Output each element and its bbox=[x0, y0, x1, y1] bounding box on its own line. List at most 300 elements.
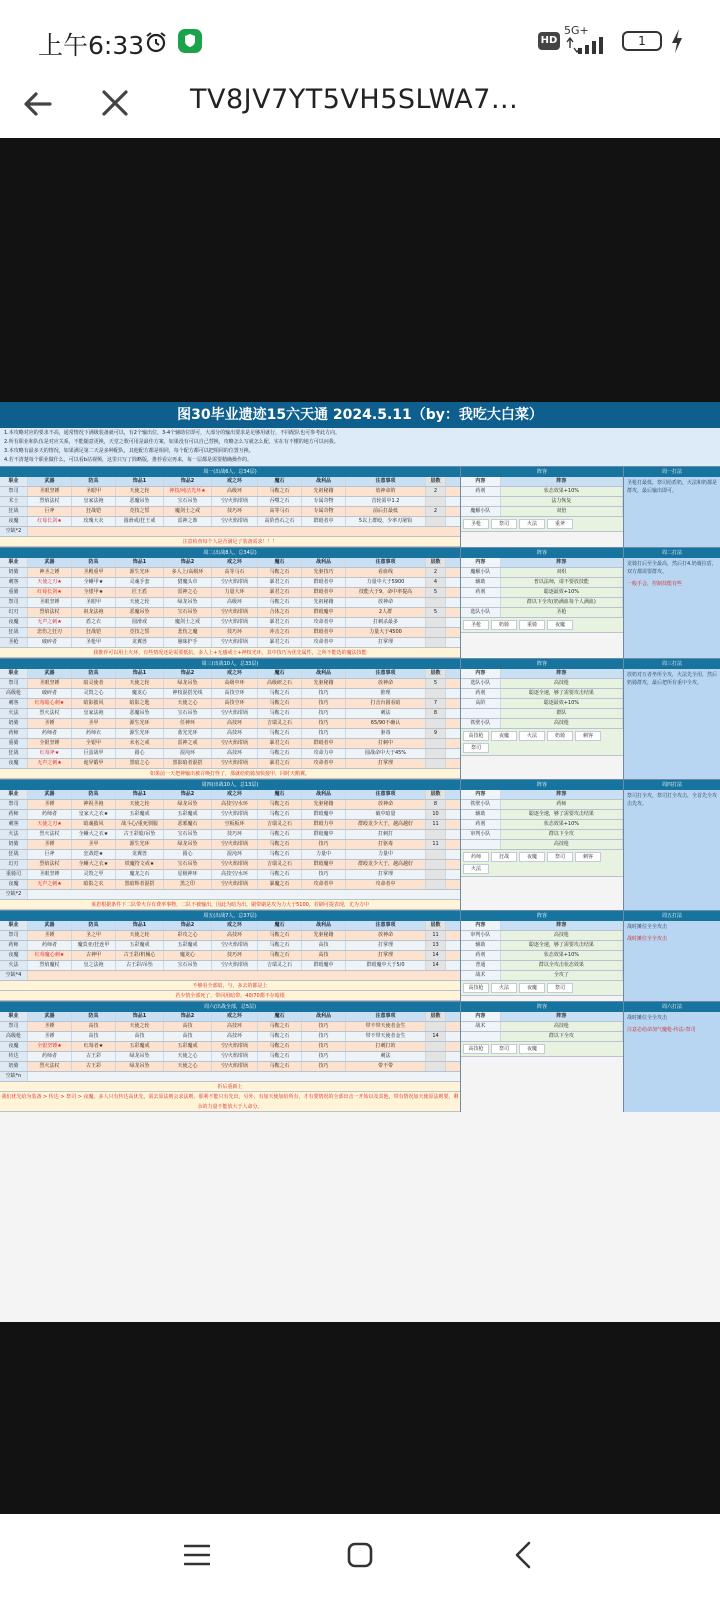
header-row bbox=[0, 669, 460, 679]
header-cell: 戒之环 bbox=[212, 921, 258, 930]
day-remark: 如果前一天把神输出被召唤打怪了，那就给奶骑加快接甲，同时天鹅翼。 bbox=[0, 769, 460, 779]
table-cell: 2 bbox=[426, 507, 446, 516]
table-cell: 皇家法袍 bbox=[72, 497, 116, 506]
strategy-title: 周四打法 bbox=[624, 780, 720, 790]
table-cell: 全蜥大之衣★ bbox=[72, 860, 116, 869]
table-row bbox=[0, 497, 460, 507]
table-cell: 前后打最低 bbox=[346, 507, 426, 516]
strategy-panel bbox=[623, 1002, 720, 1112]
table-cell: 马鞍之石 bbox=[258, 810, 302, 819]
table-cell: 放神命 bbox=[346, 598, 426, 607]
table-cell: 神圣之锤 bbox=[28, 568, 72, 577]
table-cell: 马鞍之石 bbox=[258, 1022, 302, 1031]
table-cell bbox=[426, 517, 446, 526]
team-member: 火法 bbox=[491, 983, 517, 993]
table-cell: 空/火焰坩埚 bbox=[212, 880, 258, 889]
table-cell: 圆心 bbox=[116, 749, 164, 758]
header-cell: 饰品2 bbox=[164, 477, 212, 486]
table-cell: 马鞍之石 bbox=[258, 1062, 302, 1071]
table-cell: 马鞍之石 bbox=[258, 749, 302, 758]
table-row bbox=[0, 618, 460, 628]
header-cell: 注意事项 bbox=[346, 558, 426, 567]
table-cell: 悲伤之狂刃 bbox=[28, 628, 72, 637]
table-cell: 狂战铠★ bbox=[72, 850, 116, 859]
table-cell: 龙翼兽 bbox=[116, 850, 164, 859]
strategy-text: 战时摊位全全攻击 bbox=[627, 924, 668, 930]
table-cell: 马鞍之石 bbox=[258, 487, 302, 496]
table-cell: 刺法 bbox=[346, 709, 426, 718]
table-cell: 空/火焰坩埚 bbox=[212, 709, 258, 718]
table-cell: 专属奇物 bbox=[302, 497, 346, 506]
table-cell: 马鞍之石 bbox=[258, 1052, 302, 1061]
team-member: 奶骑 bbox=[491, 620, 517, 630]
buff-row bbox=[461, 507, 623, 517]
buff-role: 药剂 bbox=[461, 487, 501, 496]
buff-value: 阵容 bbox=[501, 558, 623, 567]
header-cell: 防具 bbox=[72, 558, 116, 567]
table-row bbox=[0, 850, 460, 860]
table-cell: 夜魔 bbox=[0, 759, 28, 768]
buff-row bbox=[461, 830, 623, 840]
home-icon[interactable] bbox=[347, 1542, 373, 1568]
table-cell: 空/火焰坩埚 bbox=[212, 759, 258, 768]
table-row bbox=[0, 810, 460, 820]
buff-value: 药师 bbox=[501, 800, 623, 809]
buff-panel bbox=[460, 548, 623, 658]
team-lineup bbox=[461, 517, 623, 532]
sheet-notes bbox=[0, 428, 720, 466]
table-row bbox=[0, 1042, 460, 1052]
table-cell: 烈火法杖 bbox=[28, 830, 72, 839]
team-member: 夜魔 bbox=[519, 852, 545, 862]
table-cell: 带不带天使者金生 bbox=[346, 1032, 426, 1041]
strategy-title: 周五打法 bbox=[624, 911, 720, 921]
table-cell: 高级环 bbox=[212, 487, 258, 496]
buff-role: 内容 bbox=[461, 477, 501, 486]
table-cell: 神祝圣袍 bbox=[72, 800, 116, 809]
header-cell: 职业 bbox=[0, 477, 28, 486]
table-cell: 技巧 bbox=[302, 1022, 346, 1031]
table-row bbox=[0, 709, 460, 719]
buff-row bbox=[461, 598, 623, 608]
table-cell: 马鞍之石 bbox=[258, 850, 302, 859]
table-cell: 暴君之石 bbox=[258, 588, 302, 597]
table-cell: 2 bbox=[426, 487, 446, 496]
table-cell: 11 bbox=[426, 820, 446, 829]
table-cell: 天使之轮 bbox=[116, 487, 164, 496]
table-cell: 高技空环 bbox=[212, 689, 258, 698]
table-cell: 高等马石 bbox=[258, 507, 302, 516]
table-cell: 高技 bbox=[164, 1022, 212, 1031]
header-cell: 层数 bbox=[426, 790, 446, 799]
back-arrow-icon[interactable] bbox=[20, 86, 56, 122]
table-cell: 五彩魔戒 bbox=[164, 941, 212, 950]
table-cell: 放神命的 bbox=[346, 487, 426, 496]
table-cell: 恶魔吊坠 bbox=[116, 709, 164, 718]
table-cell: 魔剑士之戒 bbox=[164, 618, 212, 627]
buff-value: 阵容 bbox=[501, 921, 623, 930]
table-cell: 圣眼甲 bbox=[72, 598, 116, 607]
menu-icon[interactable] bbox=[184, 1544, 210, 1566]
table-cell: 高技空/水环 bbox=[212, 870, 258, 879]
table-cell: 五彩魔戒 bbox=[164, 810, 212, 819]
day-block bbox=[0, 910, 720, 1001]
table-cell: 全银坚锤★ bbox=[28, 1042, 72, 1051]
table-cell: 狂战 bbox=[0, 749, 28, 758]
table-cell: 11 bbox=[426, 931, 446, 940]
table-cell: 烈焰法杖 bbox=[28, 497, 72, 506]
day-title: 周三(出战10人，总33层) bbox=[0, 659, 460, 669]
header-cell: 战利品 bbox=[302, 1012, 346, 1021]
strategy-title: 周三打法 bbox=[624, 659, 720, 669]
buff-value: 阵容 bbox=[501, 790, 623, 799]
table-cell: 无声之刺★ bbox=[28, 880, 72, 889]
buff-panel-title: 阵容 bbox=[461, 780, 623, 790]
table-cell: 魔龙心 bbox=[164, 951, 212, 960]
table-cell: 打掌理 bbox=[346, 638, 426, 647]
table-cell: 源生光环 bbox=[116, 729, 164, 738]
battery-icon: 1 bbox=[622, 31, 662, 51]
table-cell: 群殴魔中 bbox=[302, 830, 346, 839]
table-row bbox=[0, 941, 460, 951]
table-cell: 空/火焰坩埚 bbox=[212, 497, 258, 506]
header-cell: 层数 bbox=[426, 669, 446, 678]
table-cell: 圣锤 bbox=[28, 931, 72, 940]
table-cell: 彩攻之心 bbox=[164, 931, 212, 940]
table-cell: 技巧环 bbox=[212, 951, 258, 960]
day-block bbox=[0, 547, 720, 658]
buff-value: 阵容 bbox=[501, 669, 623, 678]
table-cell: 群殴力中 bbox=[302, 820, 346, 829]
table-cell: 高技 bbox=[164, 1032, 212, 1041]
table-cell: 高阶兽石之石 bbox=[258, 517, 302, 526]
table-cell: 古王彩 bbox=[72, 1052, 116, 1061]
table-cell: 群殴者中 bbox=[302, 628, 346, 637]
table-cell: 高技环 bbox=[212, 931, 258, 940]
table-cell: 8 bbox=[426, 800, 446, 809]
table-cell: 马鞍之石 bbox=[258, 689, 302, 698]
table-cell: 全银甲 bbox=[72, 739, 116, 748]
header-cell: 层数 bbox=[426, 1012, 446, 1021]
buff-role: 高阶 bbox=[461, 699, 501, 708]
table-cell: 空/火焰坩埚 bbox=[212, 1042, 258, 1051]
table-cell: 马鞍之石 bbox=[258, 951, 302, 960]
strategy-title: 周六打法 bbox=[624, 1002, 720, 1012]
table-row bbox=[0, 931, 460, 941]
table-cell: 全银坚锤 bbox=[28, 739, 72, 748]
table-cell: 圣眼坚锤 bbox=[28, 598, 72, 607]
table-cell bbox=[426, 880, 446, 889]
table-cell: 红莓者★ bbox=[72, 1042, 116, 1051]
table-cell: 祭司 bbox=[0, 1022, 28, 1031]
table-cell: 圣眼坚锤 bbox=[28, 679, 72, 688]
buff-row bbox=[461, 1022, 623, 1032]
table-row bbox=[0, 578, 460, 588]
table-cell bbox=[426, 1062, 446, 1071]
table-cell: 打掌理 bbox=[346, 941, 426, 950]
table-row bbox=[0, 1032, 460, 1042]
table-cell: 传达 bbox=[0, 1052, 28, 1061]
table-cell: 看血线 bbox=[346, 568, 426, 577]
table-cell: 重骑司 bbox=[0, 870, 28, 879]
table-cell: 圣锤 bbox=[28, 1022, 72, 1031]
buff-role: 辅助 bbox=[461, 578, 501, 587]
buff-role bbox=[461, 598, 501, 607]
team-member: 夜魔 bbox=[491, 731, 517, 741]
table-cell: 全蜥甲★ bbox=[72, 578, 116, 587]
table-cell: 高等马石 bbox=[212, 568, 258, 577]
buff-value: 高技枪 bbox=[501, 1022, 623, 1031]
table-cell: 暗灵使者 bbox=[72, 679, 116, 688]
buff-value: 聪逐最效+10% bbox=[501, 588, 623, 597]
table-cell bbox=[426, 749, 446, 758]
table-cell: 重骑 bbox=[0, 739, 28, 748]
table-cell: 奶骑 bbox=[0, 568, 28, 577]
table-cell: 暴君之石 bbox=[258, 759, 302, 768]
table-cell: 暗魂披风 bbox=[72, 820, 116, 829]
table-cell: 宝石吊坠 bbox=[164, 860, 212, 869]
buff-row bbox=[461, 941, 623, 951]
table-row bbox=[0, 739, 460, 749]
header-cell: 戒之环 bbox=[212, 669, 258, 678]
buff-role: 审判小队 bbox=[461, 830, 501, 839]
table-cell: 魔龙心 bbox=[116, 689, 164, 698]
table-cell: 宝石吊坠 bbox=[164, 709, 212, 718]
table-cell: 五彩魔戒 bbox=[116, 810, 164, 819]
table-cell: 7 bbox=[426, 699, 446, 708]
team-member: 高技枪 bbox=[463, 1044, 489, 1054]
table-row bbox=[0, 840, 460, 850]
buff-panel bbox=[460, 1002, 623, 1112]
table-cell: 战斗心/重死驯服 bbox=[116, 820, 164, 829]
table-cell: 混沌环 bbox=[164, 749, 212, 758]
header-cell: 职业 bbox=[0, 558, 28, 567]
empty-slot-row bbox=[0, 1072, 460, 1082]
table-cell: 天使之心 bbox=[164, 699, 212, 708]
shield-icon bbox=[178, 29, 202, 53]
header-cell: 职业 bbox=[0, 1012, 28, 1021]
charging-icon bbox=[670, 28, 684, 54]
table-cell: 狂战 bbox=[0, 628, 28, 637]
table-cell: 混沌环 bbox=[212, 850, 258, 859]
table-cell: 高技 bbox=[302, 941, 346, 950]
buff-row bbox=[461, 558, 623, 568]
table-cell: 火法 bbox=[0, 709, 28, 718]
image-viewer[interactable] bbox=[0, 138, 720, 1514]
buff-panel-title: 阵容 bbox=[461, 1002, 623, 1012]
buff-value: 群队 bbox=[501, 709, 623, 718]
header-cell: 饰品2 bbox=[164, 1012, 212, 1021]
buff-role: 普通 bbox=[461, 961, 501, 970]
buff-row bbox=[461, 800, 623, 810]
header-cell: 魔石 bbox=[258, 477, 302, 486]
team-member: 高技枪 bbox=[463, 731, 489, 741]
header-cell: 饰品1 bbox=[116, 558, 164, 567]
buff-value: 阵容 bbox=[501, 477, 623, 486]
buff-panel bbox=[460, 467, 623, 547]
table-cell: 皇之法袍 bbox=[72, 961, 116, 970]
table-cell: 魔莫亚/狂连甲 bbox=[72, 941, 116, 950]
table-cell: 黑之印 bbox=[164, 880, 212, 889]
table-cell: 星极神环 bbox=[164, 870, 212, 879]
table-cell: 夜魔 bbox=[0, 618, 28, 627]
table-cell: 专属奇物 bbox=[302, 507, 346, 516]
table-cell: 吞噬之石 bbox=[258, 497, 302, 506]
table-cell: 圣枪 bbox=[0, 638, 28, 647]
table-cell: 五彩魔戒 bbox=[116, 941, 164, 950]
table-cell: 技巧 bbox=[302, 1052, 346, 1061]
team-member: 祭司 bbox=[547, 852, 573, 862]
header-cell: 层数 bbox=[426, 558, 446, 567]
table-cell: 烈火法杖 bbox=[28, 1062, 72, 1071]
day-block bbox=[0, 658, 720, 779]
table-cell: 圣殿重甲 bbox=[72, 568, 116, 577]
header-cell: 魔石 bbox=[258, 790, 302, 799]
table-cell: 黑影暗者混搭 bbox=[164, 759, 212, 768]
table-row bbox=[0, 961, 460, 971]
table-cell: 夜魔 bbox=[0, 517, 28, 526]
table-cell: 力量大环 bbox=[212, 588, 258, 597]
table-cell: 技巧环 bbox=[212, 830, 258, 839]
table-cell: 狂战铠 bbox=[72, 628, 116, 637]
table-cell: 马鞍之石 bbox=[258, 598, 302, 607]
table-row bbox=[0, 951, 460, 961]
table-cell: 空缺*n bbox=[0, 1072, 28, 1081]
team-member: 圣枪 bbox=[463, 519, 489, 529]
team-member: 火法 bbox=[519, 731, 545, 741]
table-cell: 先驱技巧 bbox=[302, 568, 346, 577]
buff-row bbox=[461, 971, 623, 981]
table-cell: 空缺*4 bbox=[0, 971, 28, 980]
buff-role: 内容 bbox=[461, 921, 501, 930]
header-row bbox=[0, 1012, 460, 1022]
table-cell: 攻命者中 bbox=[302, 638, 346, 647]
buff-row bbox=[461, 568, 623, 578]
table-cell: 红莓魔心刺★ bbox=[28, 951, 72, 960]
table-cell: 技巧 bbox=[302, 1032, 346, 1041]
buff-role bbox=[461, 709, 501, 718]
buff-row bbox=[461, 497, 623, 507]
strategy-panel bbox=[623, 659, 720, 779]
table-cell: 绿龙吊坠 bbox=[116, 1062, 164, 1071]
buff-role: 内容 bbox=[461, 1012, 501, 1021]
buff-row bbox=[461, 709, 623, 719]
strategy-panel bbox=[623, 780, 720, 910]
table-cell: 马鞍之石 bbox=[258, 1042, 302, 1051]
table-cell bbox=[426, 870, 446, 879]
strategy-title: 周一打法 bbox=[624, 467, 720, 477]
header-cell: 饰品1 bbox=[116, 1012, 164, 1021]
day-table bbox=[0, 780, 460, 910]
table-cell: 无声之刺★ bbox=[28, 759, 72, 768]
table-row bbox=[0, 880, 460, 890]
table-cell: 技巧环 bbox=[212, 507, 258, 516]
day-table bbox=[0, 1002, 460, 1112]
table-cell: 源生光环 bbox=[116, 719, 164, 728]
table-cell: 祭司 bbox=[0, 931, 28, 940]
table-cell: 奶骑 bbox=[0, 840, 28, 849]
table-cell: 群殴魔中 bbox=[302, 860, 346, 869]
table-cell: 神枝混搭光线 bbox=[164, 689, 212, 698]
team-member: 夜魔 bbox=[547, 620, 573, 630]
table-cell: 圣眼坚锤 bbox=[28, 870, 72, 879]
table-row bbox=[0, 870, 460, 880]
table-cell: 圣之甲 bbox=[72, 931, 116, 940]
table-cell: 放神命 bbox=[346, 800, 426, 809]
table-row bbox=[0, 759, 460, 769]
table-cell: 力量中大于5900 bbox=[346, 578, 426, 587]
table-cell: 天使之轮 bbox=[116, 679, 164, 688]
table-cell: 放神命 bbox=[346, 931, 426, 940]
table-cell: 巨蛋战甲 bbox=[72, 749, 116, 758]
table-cell: 绿龙吊坠 bbox=[116, 1052, 164, 1061]
table-cell bbox=[426, 628, 446, 637]
team-lineup bbox=[461, 850, 623, 877]
table-cell bbox=[426, 1042, 446, 1051]
table-cell: 圆战命中大于45% bbox=[346, 749, 426, 758]
day-remark: 莱恩根据条件下二队带火存有费率事物，二队不被输出，因此为暗为出，刷带刷是攻为力大于5100，若刷可提表现，尤为力中 bbox=[0, 900, 460, 910]
table-cell: 打刺打的 bbox=[346, 1042, 426, 1051]
table-row bbox=[0, 608, 460, 618]
table-cell: 65/90不确认 bbox=[346, 719, 426, 728]
table-cell: 恶魔吊坠 bbox=[116, 497, 164, 506]
day-table bbox=[0, 911, 460, 1001]
table-cell: 14 bbox=[426, 951, 446, 960]
table-cell: 皇家大之衣★ bbox=[72, 810, 116, 819]
buff-value: 圣枪 bbox=[501, 608, 623, 617]
table-cell: 奶骑 bbox=[0, 1062, 28, 1071]
table-cell: 祭司 bbox=[0, 598, 28, 607]
table-cell: 重骑 bbox=[0, 588, 28, 597]
header-row bbox=[0, 921, 460, 931]
team-member: 祭司 bbox=[463, 743, 489, 753]
table-cell: 幻刃 bbox=[0, 608, 28, 617]
app-bar bbox=[0, 80, 720, 138]
table-cell: 高级环 bbox=[212, 598, 258, 607]
close-icon[interactable] bbox=[98, 86, 132, 120]
buff-value: 高技枪 bbox=[501, 679, 623, 688]
table-cell: 火法 bbox=[0, 961, 28, 970]
table-cell: 绿龙吊坠 bbox=[164, 598, 212, 607]
strategy-title: 周二打法 bbox=[624, 548, 720, 558]
header-cell: 注意事项 bbox=[346, 1012, 426, 1021]
header-cell: 防具 bbox=[72, 790, 116, 799]
table-cell: 技巧 bbox=[302, 870, 346, 879]
buff-row bbox=[461, 931, 623, 941]
table-row bbox=[0, 1062, 460, 1072]
buff-row bbox=[461, 840, 623, 850]
table-cell: 全蜥大之衣★ bbox=[72, 830, 116, 839]
table-cell: 高技环 bbox=[212, 1022, 258, 1031]
table-cell: 龙翼兽 bbox=[116, 638, 164, 647]
table-cell: 烈火法杖 bbox=[28, 709, 72, 718]
table-cell: 恶邪魔石 bbox=[164, 820, 212, 829]
table-cell: 幻刃 bbox=[0, 860, 28, 869]
buff-value: 聪逐全速，够了需要攻击结果 bbox=[501, 941, 623, 950]
table-cell: 马鞍之石 bbox=[258, 800, 302, 809]
table-cell: 圣枪甲 bbox=[72, 638, 116, 647]
table-row bbox=[0, 588, 460, 598]
buff-panel-title: 阵容 bbox=[461, 659, 623, 669]
day-block bbox=[0, 779, 720, 910]
day-title: 周一(出战6人，总34层) bbox=[0, 467, 460, 477]
buff-role: 内容 bbox=[461, 790, 501, 799]
header-cell: 饰品1 bbox=[116, 921, 164, 930]
buff-role: 战术 bbox=[461, 1022, 501, 1031]
table-cell: 天使之轮 bbox=[116, 598, 164, 607]
header-cell: 戒之环 bbox=[212, 790, 258, 799]
back-icon[interactable] bbox=[514, 1541, 532, 1569]
